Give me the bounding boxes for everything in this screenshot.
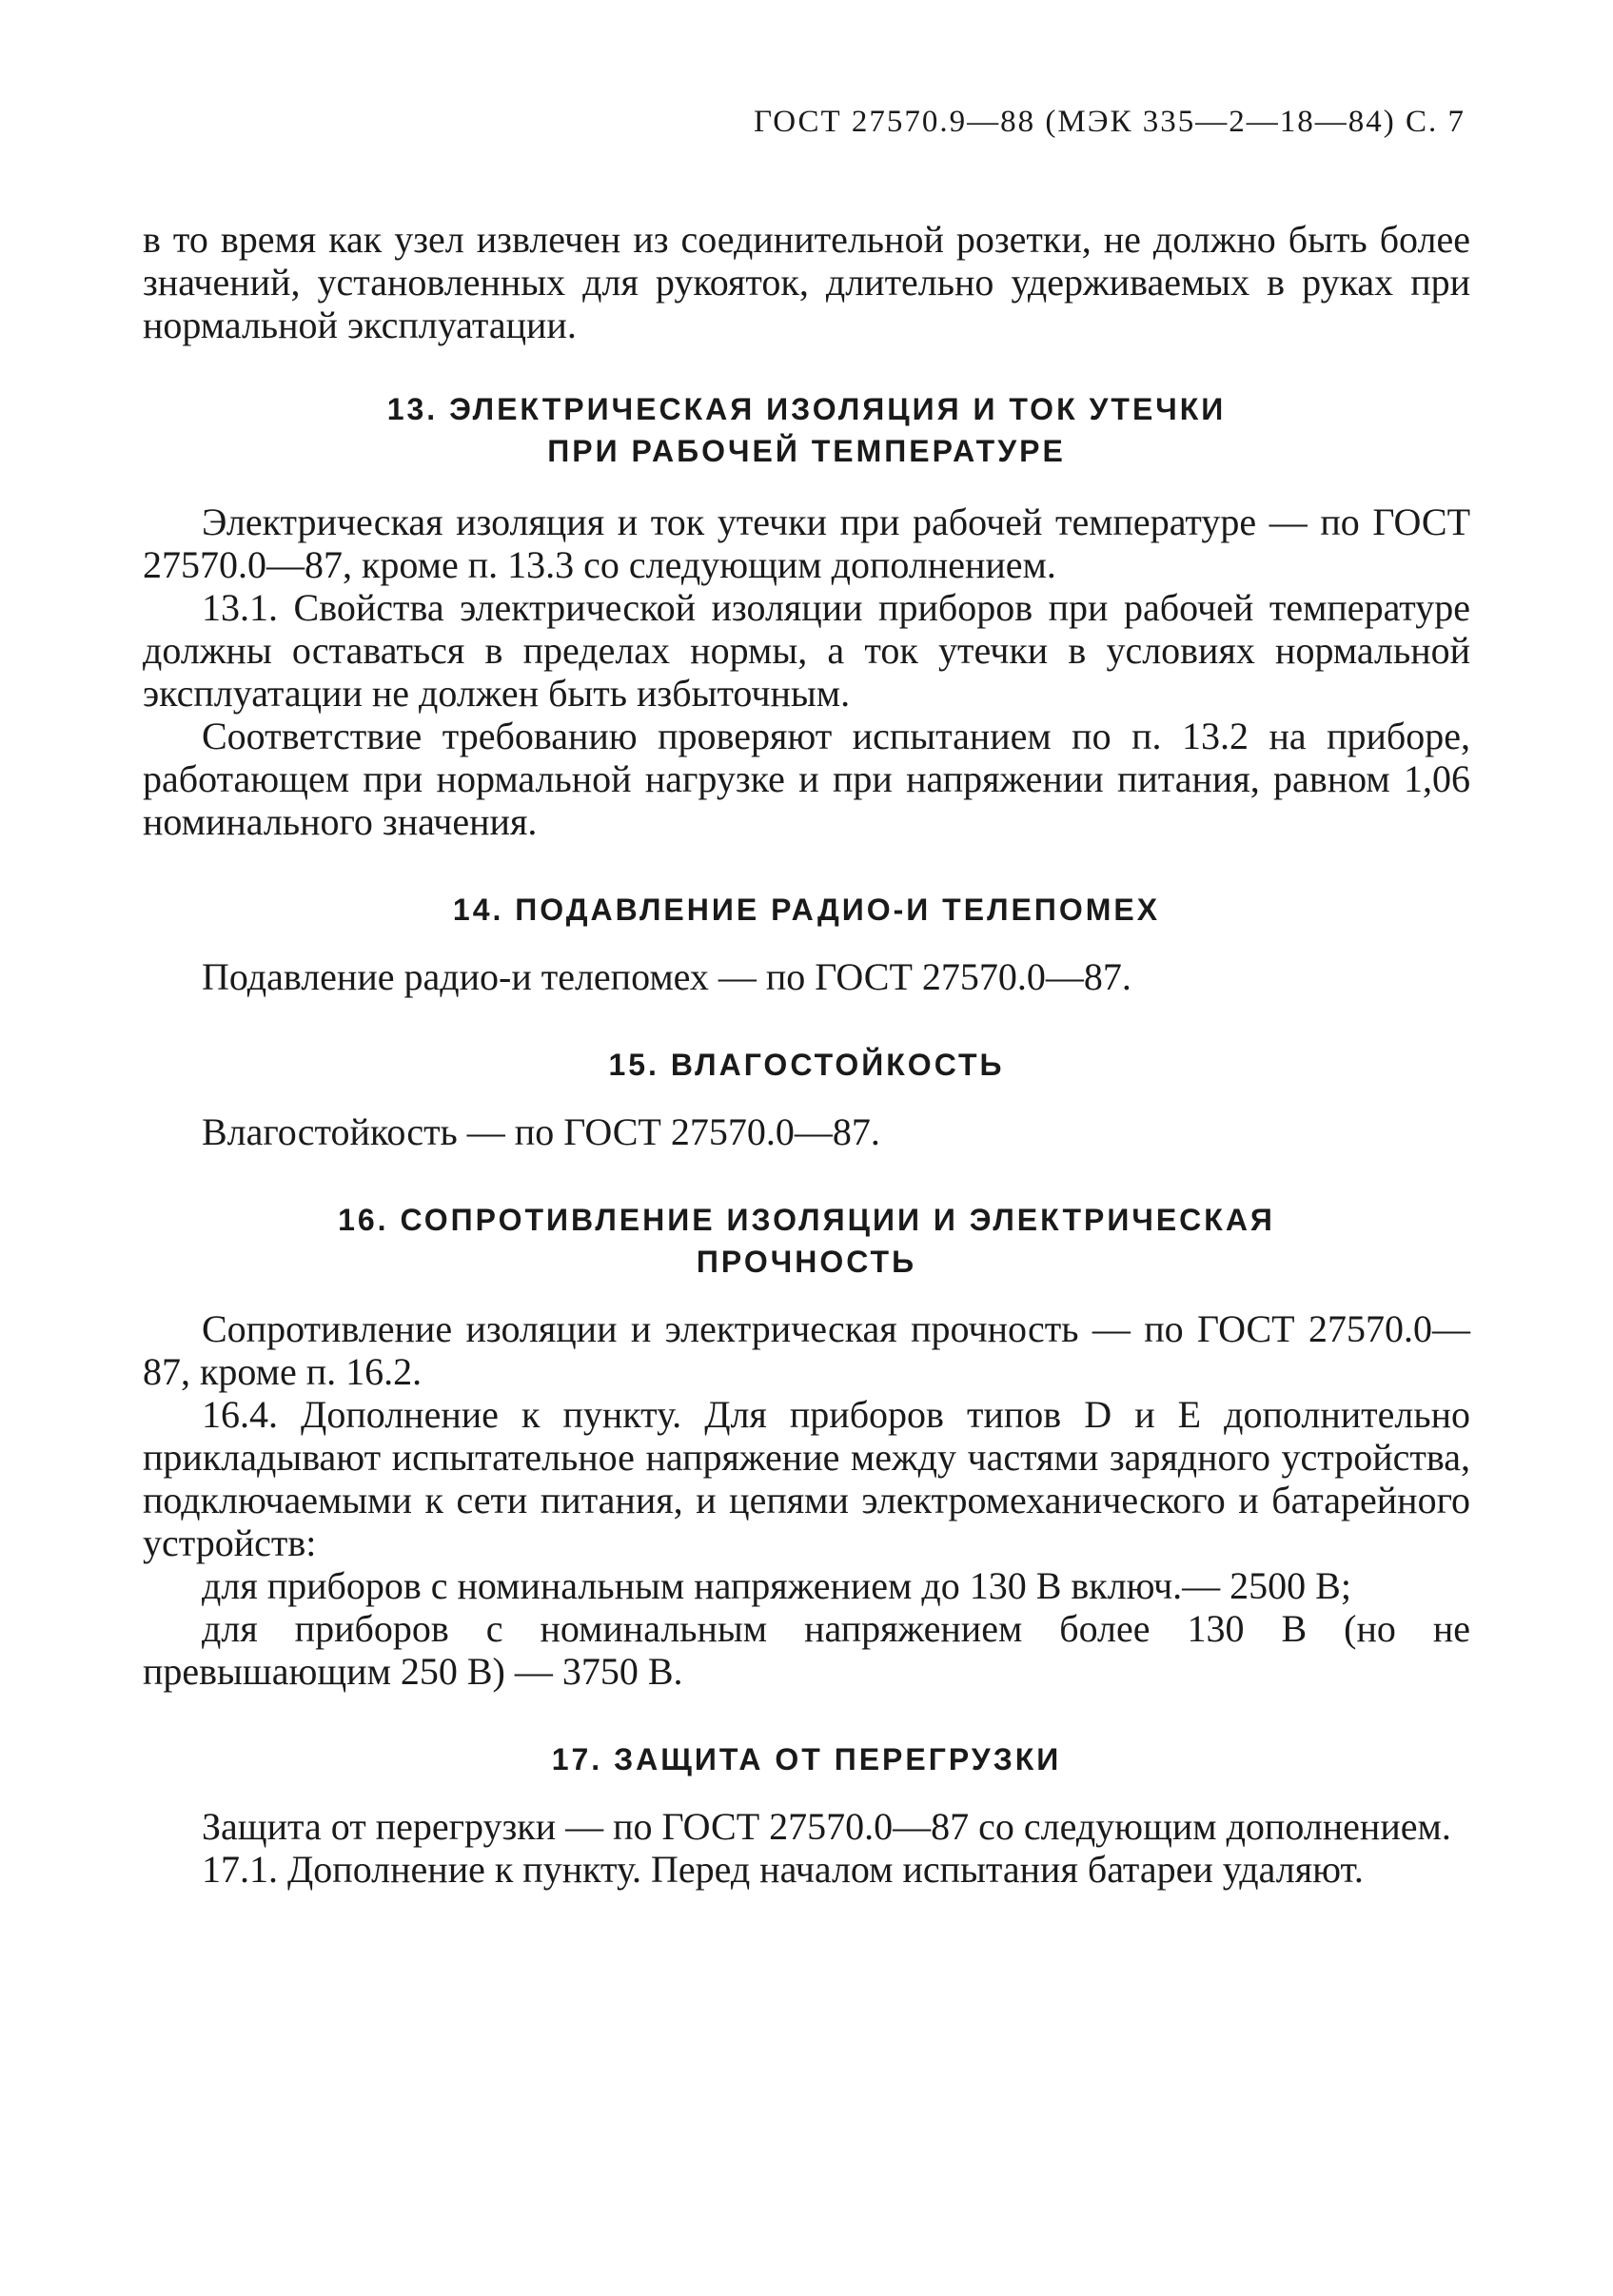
section-17-paragraph-1: Защита от перегрузки — по ГОСТ 27570.0—87 со следующим дополнением.	[202, 1805, 1451, 1848]
section-13-paragraph-3: Соответствие требованию проверяют испытанием по п. 13.2 на приборе, работающем при нормальной нагрузке и при напряжении питания, равном 1,06 номинального значения.	[143, 715, 1470, 843]
section-14-paragraph-1: Подавление радио-и телепомех — по ГОСТ 27570.0—87.	[202, 955, 1131, 998]
section-16-paragraph-4: для приборов с номинальным напряжением более 130 В (но не превышающим 250 В) — 3750 В.	[143, 1607, 1470, 1693]
section-14-title	[143, 889, 1470, 931]
section-16-title-line1: 16. СОПРОТИВЛЕНИЕ ИЗОЛЯЦИИ И ЭЛЕКТРИЧЕСКАЯ	[338, 1203, 1275, 1237]
section-17-title	[143, 1738, 1470, 1780]
section-13-title-line1: 13. ЭЛЕКТРИЧЕСКАЯ ИЗОЛЯЦИЯ И ТОК УТЕЧКИ	[386, 392, 1227, 426]
section-15-title	[143, 1044, 1470, 1086]
section-16-title-line2: ПРОЧНОСТЬ	[696, 1245, 917, 1279]
section-13-title-line2: ПРИ РАБОЧЕЙ ТЕМПЕРАТУРЕ	[547, 434, 1066, 468]
section-16-title	[143, 1199, 1470, 1283]
running-header: ГОСТ 27570.9—88 (МЭК 335—2—18—84) С. 7	[753, 105, 1465, 139]
section-17-title-line1: 17. ЗАЩИТА ОТ ПЕРЕГРУЗКИ	[551, 1742, 1062, 1776]
section-15-paragraph-1: Влагостойкость — по ГОСТ 27570.0—87.	[202, 1110, 880, 1153]
section-13-paragraph-1: Электрическая изоляция и ток утечки при рабочей температуре — по ГОСТ 27570.0—87, кроме п. 13.3 со следующим дополнением.	[143, 500, 1470, 586]
section-15-title-line1: 15. ВЛАГОСТОЙКОСТЬ	[608, 1048, 1005, 1082]
intro-paragraph: в то время как узел извлечен из соединительной розетки, не должно быть более значений, установленных для рукояток, длительно удерживаемых в руках при нормальной эксплуатации.	[143, 218, 1470, 346]
section-13-paragraph-2: 13.1. Свойства электрической изоляции приборов при рабочей температуре должны оставаться в пределах нормы, а ток утечки в условиях нормальной эксплуатации не должен быть избыточным.	[143, 586, 1470, 715]
section-13-title	[143, 388, 1470, 472]
section-14-title-line1: 14. ПОДАВЛЕНИЕ РАДИО-И ТЕЛЕПОМЕХ	[452, 893, 1161, 927]
document-page	[143, 105, 1470, 1891]
section-16-paragraph-1: Сопротивление изоляции и электрическая прочность — по ГОСТ 27570.0—87, кроме п. 16.2.	[143, 1307, 1470, 1393]
section-17-paragraph-2: 17.1. Дополнение к пункту. Перед началом испытания батареи удаляют.	[202, 1848, 1364, 1891]
section-16-paragraph-3: для приборов с номинальным напряжением до 130 В включ.— 2500 В;	[202, 1564, 1351, 1607]
section-16-paragraph-2: 16.4. Дополнение к пункту. Для приборов типов D и E дополнительно прикладывают испытательное напряжение между частями зарядного устройства, подключаемыми к сети питания, и цепями электромеханического и батарейного устройств:	[143, 1393, 1470, 1564]
